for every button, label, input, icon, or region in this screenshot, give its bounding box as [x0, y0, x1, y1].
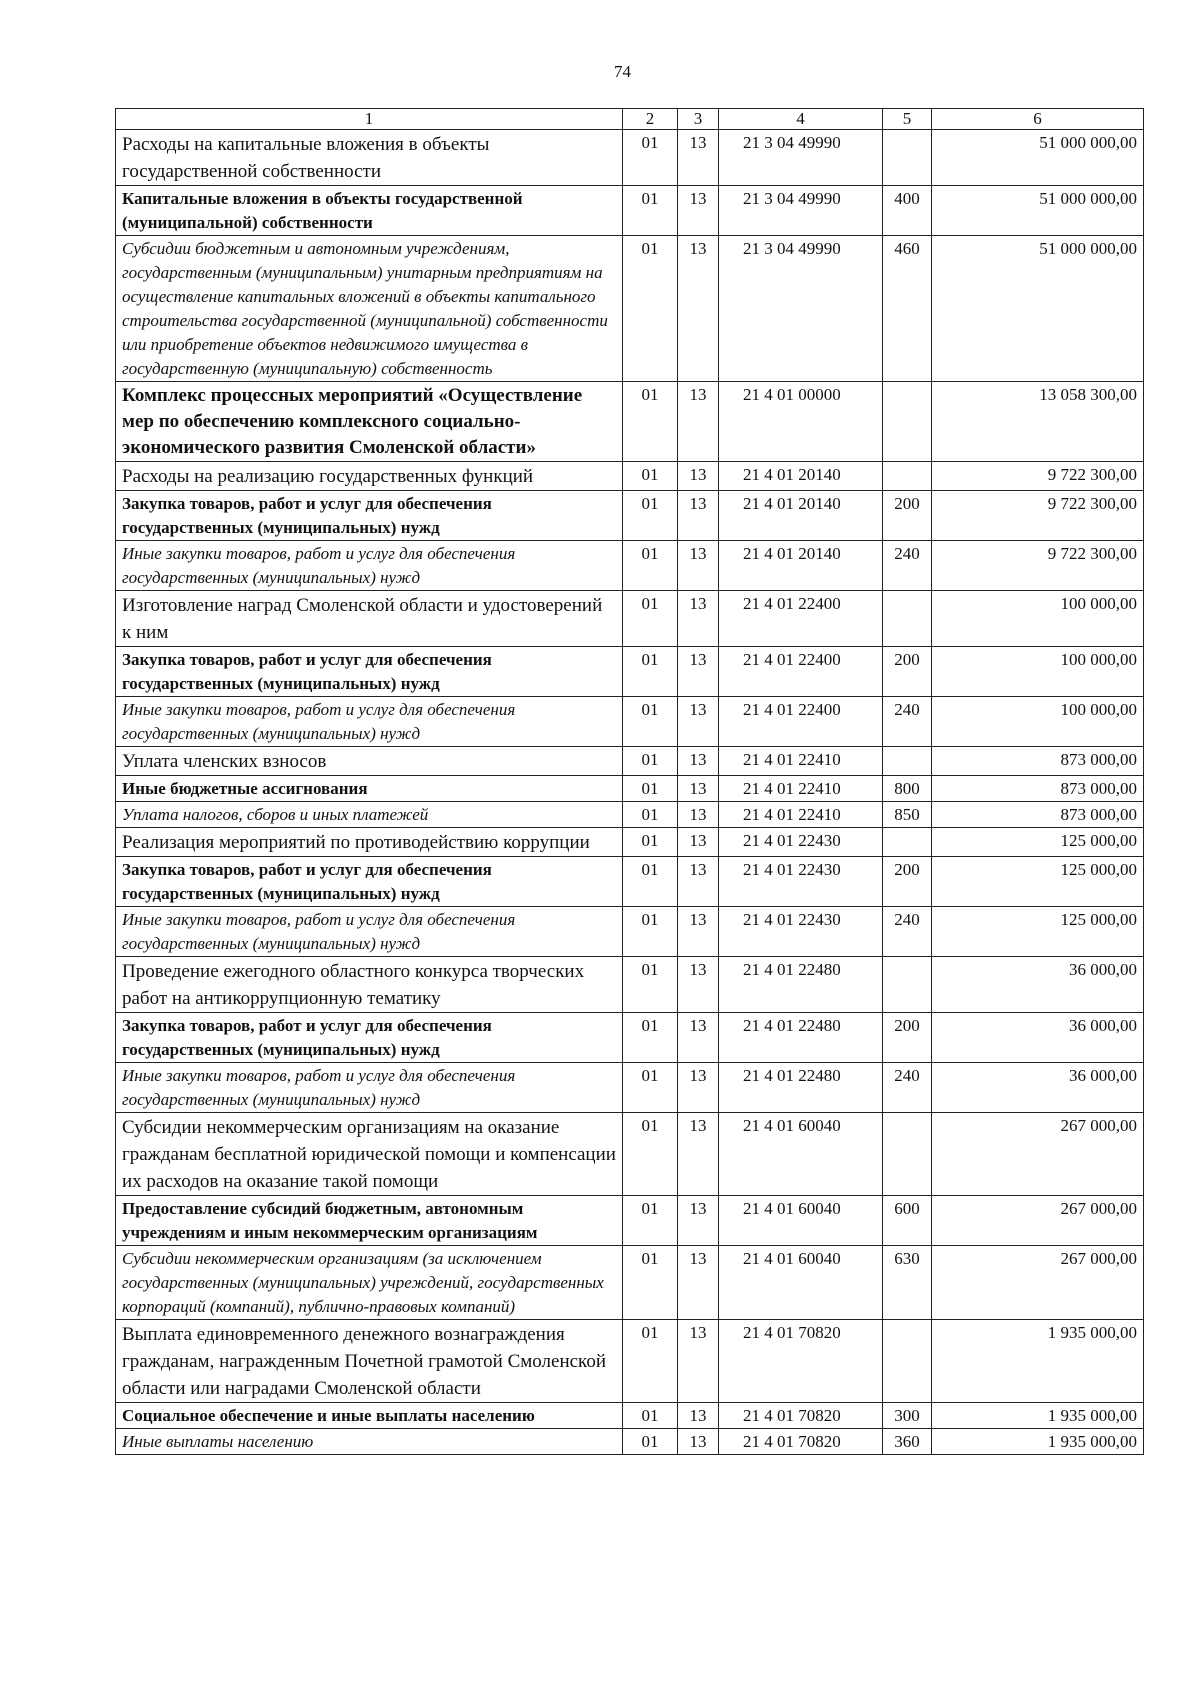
target-article-cell: 21 4 01 22400 [719, 697, 883, 747]
expense-type-cell: 360 [883, 1429, 932, 1455]
subsection-code-cell: 13 [678, 647, 719, 697]
table-row [116, 1320, 1144, 1403]
table-row [116, 647, 1144, 697]
row-name-cell: Проведение ежегодного областного конкурса творческих работ на антикоррупционную тематику [116, 957, 623, 1013]
amount-cell: 9 722 300,00 [932, 462, 1144, 491]
expense-type-cell [883, 747, 932, 776]
table-row [116, 957, 1144, 1013]
row-name-cell: Расходы на капитальные вложения в объекты государственной собственности [116, 130, 623, 186]
section-code-cell: 01 [623, 1429, 678, 1455]
section-code-cell: 01 [623, 1013, 678, 1063]
expense-type-cell: 630 [883, 1246, 932, 1320]
target-article-cell: 21 4 01 22400 [719, 591, 883, 647]
section-code-cell: 01 [623, 828, 678, 857]
subsection-code-cell: 13 [678, 1063, 719, 1113]
section-code-cell: 01 [623, 462, 678, 491]
amount-cell: 36 000,00 [932, 957, 1144, 1013]
target-article-cell: 21 4 01 70820 [719, 1403, 883, 1429]
column-header: 1 [116, 109, 623, 130]
amount-cell: 100 000,00 [932, 647, 1144, 697]
target-article-cell: 21 4 01 60040 [719, 1196, 883, 1246]
expense-type-cell [883, 1113, 932, 1196]
target-article-cell: 21 4 01 22430 [719, 907, 883, 957]
amount-cell: 267 000,00 [932, 1113, 1144, 1196]
section-code-cell: 01 [623, 1246, 678, 1320]
table-row [116, 236, 1144, 382]
table-row [116, 1196, 1144, 1246]
subsection-code-cell: 13 [678, 697, 719, 747]
target-article-cell: 21 4 01 22480 [719, 1013, 883, 1063]
amount-cell: 873 000,00 [932, 747, 1144, 776]
expense-type-cell: 460 [883, 236, 932, 382]
target-article-cell: 21 4 01 60040 [719, 1246, 883, 1320]
section-code-cell: 01 [623, 491, 678, 541]
target-article-cell: 21 4 01 60040 [719, 1113, 883, 1196]
budget-table [115, 108, 1144, 1455]
row-name-cell: Иные закупки товаров, работ и услуг для обеспечения государственных (муниципальных) нужд [116, 1063, 623, 1113]
target-article-cell: 21 4 01 22430 [719, 828, 883, 857]
subsection-code-cell: 13 [678, 1429, 719, 1455]
target-article-cell: 21 4 01 20140 [719, 541, 883, 591]
section-code-cell: 01 [623, 382, 678, 462]
target-article-cell: 21 4 01 22410 [719, 776, 883, 802]
expense-type-cell: 200 [883, 1013, 932, 1063]
subsection-code-cell: 13 [678, 1013, 719, 1063]
target-article-cell: 21 4 01 20140 [719, 491, 883, 541]
target-article-cell: 21 4 01 70820 [719, 1320, 883, 1403]
row-name-cell: Закупка товаров, работ и услуг для обеспечения государственных (муниципальных) нужд [116, 491, 623, 541]
expense-type-cell: 200 [883, 647, 932, 697]
section-code-cell: 01 [623, 747, 678, 776]
target-article-cell: 21 4 01 22410 [719, 747, 883, 776]
table-row [116, 802, 1144, 828]
row-name-cell: Субсидии бюджетным и автономным учреждениям, государственным (муниципальным) унитарным предприятиям на осуществление капитальных вложений в объекты капитального строительства государственной (муниципальной) собственности или приобретение объектов недвижимого имущества в государственную (муниципальную) собственность [116, 236, 623, 382]
row-name-cell: Реализация мероприятий по противодействию коррупции [116, 828, 623, 857]
amount-cell: 873 000,00 [932, 802, 1144, 828]
amount-cell: 267 000,00 [932, 1196, 1144, 1246]
section-code-cell: 01 [623, 1196, 678, 1246]
table-header-row [116, 109, 1144, 130]
expense-type-cell: 240 [883, 541, 932, 591]
column-header: 2 [623, 109, 678, 130]
amount-cell: 873 000,00 [932, 776, 1144, 802]
table-row [116, 1013, 1144, 1063]
amount-cell: 125 000,00 [932, 828, 1144, 857]
subsection-code-cell: 13 [678, 776, 719, 802]
section-code-cell: 01 [623, 802, 678, 828]
section-code-cell: 01 [623, 1063, 678, 1113]
subsection-code-cell: 13 [678, 491, 719, 541]
row-name-cell: Уплата членских взносов [116, 747, 623, 776]
row-name-cell: Комплекс процессных мероприятий «Осуществление мер по обеспечению комплексного социально-экономического развития Смоленской области» [116, 382, 623, 462]
table-row [116, 591, 1144, 647]
expense-type-cell [883, 828, 932, 857]
row-name-cell: Иные закупки товаров, работ и услуг для обеспечения государственных (муниципальных) нужд [116, 907, 623, 957]
table-row [116, 382, 1144, 462]
subsection-code-cell: 13 [678, 747, 719, 776]
expense-type-cell: 200 [883, 857, 932, 907]
amount-cell: 51 000 000,00 [932, 130, 1144, 186]
table-row [116, 491, 1144, 541]
expense-type-cell [883, 591, 932, 647]
section-code-cell: 01 [623, 1320, 678, 1403]
row-name-cell: Иные закупки товаров, работ и услуг для обеспечения государственных (муниципальных) нужд [116, 697, 623, 747]
subsection-code-cell: 13 [678, 236, 719, 382]
amount-cell: 1 935 000,00 [932, 1403, 1144, 1429]
amount-cell: 125 000,00 [932, 907, 1144, 957]
row-name-cell: Иные бюджетные ассигнования [116, 776, 623, 802]
section-code-cell: 01 [623, 907, 678, 957]
expense-type-cell: 850 [883, 802, 932, 828]
table-row [116, 1063, 1144, 1113]
section-code-cell: 01 [623, 1113, 678, 1196]
section-code-cell: 01 [623, 591, 678, 647]
subsection-code-cell: 13 [678, 907, 719, 957]
expense-type-cell: 400 [883, 186, 932, 236]
row-name-cell: Капитальные вложения в объекты государственной (муниципальной) собственности [116, 186, 623, 236]
amount-cell: 9 722 300,00 [932, 491, 1144, 541]
section-code-cell: 01 [623, 541, 678, 591]
expense-type-cell [883, 957, 932, 1013]
row-name-cell: Предоставление субсидий бюджетным, автономным учреждениям и иным некоммерческим организациям [116, 1196, 623, 1246]
section-code-cell: 01 [623, 186, 678, 236]
column-header: 5 [883, 109, 932, 130]
target-article-cell: 21 4 01 22430 [719, 857, 883, 907]
amount-cell: 13 058 300,00 [932, 382, 1144, 462]
column-header: 6 [932, 109, 1144, 130]
subsection-code-cell: 13 [678, 462, 719, 491]
subsection-code-cell: 13 [678, 130, 719, 186]
target-article-cell: 21 4 01 22400 [719, 647, 883, 697]
target-article-cell: 21 4 01 22410 [719, 802, 883, 828]
subsection-code-cell: 13 [678, 541, 719, 591]
subsection-code-cell: 13 [678, 382, 719, 462]
column-header: 3 [678, 109, 719, 130]
table-row [116, 747, 1144, 776]
row-name-cell: Субсидии некоммерческим организациям на оказание гражданам бесплатной юридической помощи и компенсации их расходов на оказание такой помощи [116, 1113, 623, 1196]
expense-type-cell: 240 [883, 1063, 932, 1113]
section-code-cell: 01 [623, 1403, 678, 1429]
row-name-cell: Закупка товаров, работ и услуг для обеспечения государственных (муниципальных) нужд [116, 1013, 623, 1063]
subsection-code-cell: 13 [678, 802, 719, 828]
amount-cell: 51 000 000,00 [932, 236, 1144, 382]
row-name-cell: Уплата налогов, сборов и иных платежей [116, 802, 623, 828]
table-row [116, 697, 1144, 747]
row-name-cell: Иные закупки товаров, работ и услуг для обеспечения государственных (муниципальных) нужд [116, 541, 623, 591]
amount-cell: 267 000,00 [932, 1246, 1144, 1320]
amount-cell: 1 935 000,00 [932, 1429, 1144, 1455]
table-row [116, 1113, 1144, 1196]
section-code-cell: 01 [623, 647, 678, 697]
expense-type-cell: 600 [883, 1196, 932, 1246]
table-row [116, 1403, 1144, 1429]
target-article-cell: 21 4 01 22480 [719, 957, 883, 1013]
expense-type-cell [883, 462, 932, 491]
amount-cell: 9 722 300,00 [932, 541, 1144, 591]
subsection-code-cell: 13 [678, 1246, 719, 1320]
expense-type-cell [883, 382, 932, 462]
section-code-cell: 01 [623, 857, 678, 907]
section-code-cell: 01 [623, 130, 678, 186]
table-row [116, 130, 1144, 186]
section-code-cell: 01 [623, 697, 678, 747]
row-name-cell: Выплата единовременного денежного вознаграждения гражданам, награжденным Почетной грамотой Смоленской области или наградами Смоленской области [116, 1320, 623, 1403]
expense-type-cell [883, 1320, 932, 1403]
target-article-cell: 21 3 04 49990 [719, 236, 883, 382]
row-name-cell: Закупка товаров, работ и услуг для обеспечения государственных (муниципальных) нужд [116, 857, 623, 907]
table-row [116, 186, 1144, 236]
subsection-code-cell: 13 [678, 1113, 719, 1196]
amount-cell: 100 000,00 [932, 697, 1144, 747]
section-code-cell: 01 [623, 236, 678, 382]
row-name-cell: Иные выплаты населению [116, 1429, 623, 1455]
table-row [116, 1246, 1144, 1320]
amount-cell: 125 000,00 [932, 857, 1144, 907]
subsection-code-cell: 13 [678, 186, 719, 236]
table-row [116, 462, 1144, 491]
table-row [116, 541, 1144, 591]
target-article-cell: 21 3 04 49990 [719, 186, 883, 236]
table-row [116, 907, 1144, 957]
table-row [116, 828, 1144, 857]
expense-type-cell [883, 130, 932, 186]
row-name-cell: Социальное обеспечение и иные выплаты населению [116, 1403, 623, 1429]
subsection-code-cell: 13 [678, 828, 719, 857]
row-name-cell: Изготовление наград Смоленской области и удостоверений к ним [116, 591, 623, 647]
subsection-code-cell: 13 [678, 1403, 719, 1429]
subsection-code-cell: 13 [678, 1196, 719, 1246]
row-name-cell: Закупка товаров, работ и услуг для обеспечения государственных (муниципальных) нужд [116, 647, 623, 697]
table-row [116, 857, 1144, 907]
subsection-code-cell: 13 [678, 857, 719, 907]
table-row [116, 1429, 1144, 1455]
row-name-cell: Расходы на реализацию государственных функций [116, 462, 623, 491]
amount-cell: 1 935 000,00 [932, 1320, 1144, 1403]
section-code-cell: 01 [623, 776, 678, 802]
section-code-cell: 01 [623, 957, 678, 1013]
expense-type-cell: 800 [883, 776, 932, 802]
subsection-code-cell: 13 [678, 591, 719, 647]
target-article-cell: 21 3 04 49990 [719, 130, 883, 186]
expense-type-cell: 240 [883, 907, 932, 957]
target-article-cell: 21 4 01 20140 [719, 462, 883, 491]
subsection-code-cell: 13 [678, 1320, 719, 1403]
amount-cell: 51 000 000,00 [932, 186, 1144, 236]
subsection-code-cell: 13 [678, 957, 719, 1013]
target-article-cell: 21 4 01 70820 [719, 1429, 883, 1455]
amount-cell: 36 000,00 [932, 1063, 1144, 1113]
expense-type-cell: 300 [883, 1403, 932, 1429]
page-number: 74 [614, 62, 631, 81]
target-article-cell: 21 4 01 00000 [719, 382, 883, 462]
table-row [116, 776, 1144, 802]
row-name-cell: Субсидии некоммерческим организациям (за исключением государственных (муниципальных) учреждений, государственных корпораций (компаний), публично-правовых компаний) [116, 1246, 623, 1320]
amount-cell: 100 000,00 [932, 591, 1144, 647]
column-header: 4 [719, 109, 883, 130]
expense-type-cell: 200 [883, 491, 932, 541]
amount-cell: 36 000,00 [932, 1013, 1144, 1063]
expense-type-cell: 240 [883, 697, 932, 747]
target-article-cell: 21 4 01 22480 [719, 1063, 883, 1113]
